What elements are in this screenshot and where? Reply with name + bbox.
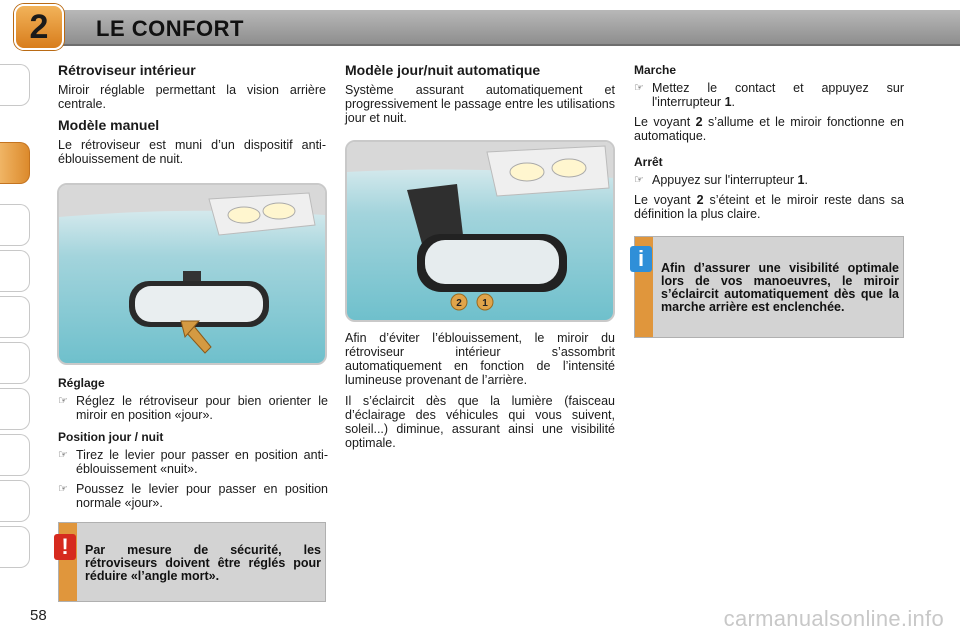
off-bullet-number: 1	[797, 173, 805, 187]
on-title: Marche	[634, 63, 677, 77]
pull-lever-text: Tirez le levier pour passer en position anti-éblouissement «nuit».	[76, 448, 328, 476]
position-bullet-pull	[58, 448, 328, 476]
chapter-tab-6[interactable]	[0, 342, 30, 384]
off-bullet-text-part: Appuyez sur l'interrupteur	[652, 173, 795, 187]
callout-1-label: 1	[482, 298, 488, 309]
hand-pointer-icon: ☞	[634, 82, 644, 94]
on-text	[634, 115, 904, 143]
on-bullet-text-part: Mettez le contact et appuyez sur l'interrupteur	[652, 81, 904, 109]
manual-mirror-illustration	[59, 185, 325, 363]
section-title-interior-mirror: Rétroviseur intérieur	[58, 62, 196, 78]
chapter-badge: 2	[14, 4, 64, 50]
auto-para-1: Afin d’éviter l’éblouissement, le miroir du rétroviseur intérieur s’assombrit automatiquement en fonction de l’intensité lumineuse provenant de l’arrière.	[345, 331, 615, 387]
auto-para-2: Il s’éclaircit dès que la lumière (faisceau d’éclairage des véhicules qui vous suivent, soleil...) diminue, assurant ainsi une visibilité optimale.	[345, 394, 615, 450]
position-bullet-push	[58, 482, 328, 510]
manual-mirror-photo	[57, 183, 327, 365]
chapter-tab-9[interactable]	[0, 480, 30, 522]
adjust-bullet	[58, 394, 328, 422]
chapter-tab-5[interactable]	[0, 296, 30, 338]
watermark: carmanualsonline.info	[723, 606, 944, 631]
warning-icon: !	[54, 534, 76, 560]
off-bullet	[634, 173, 904, 187]
column-left-lower	[58, 376, 328, 516]
intro-text: Miroir réglable permettant la vision arrière centrale.	[58, 83, 326, 111]
info-icon: i	[630, 246, 652, 272]
on-text-a: Le voyant	[634, 115, 691, 129]
auto-intro: Système assurant automatiquement et progressivement le passage entre les utilisations jour et nuit.	[345, 83, 615, 125]
column-right	[634, 63, 904, 228]
position-title: Position jour / nuit	[58, 430, 164, 444]
column-middle	[345, 63, 615, 132]
push-lever-text: Poussez le levier pour passer en position normale «jour».	[76, 482, 328, 510]
chapter-tab-10[interactable]	[0, 526, 30, 568]
info-text: Afin d’assurer une visibilité optimale lors de vos manoeuvres, le miroir s’éclaircit automatiquement dès que la marche arrière est enclenchée.	[661, 261, 899, 314]
on-bullet-number: 1	[724, 95, 732, 109]
section-title-auto: Modèle jour/nuit automatique	[345, 62, 541, 78]
info-box	[634, 236, 904, 338]
off-text-a: Le voyant	[634, 193, 691, 207]
off-text-b: s’éteint et le miroir reste dans sa définition la plus claire.	[634, 193, 904, 221]
off-title: Arrêt	[634, 155, 663, 169]
on-text-b: s’allume et le miroir fonctionne en automatique.	[634, 115, 904, 143]
section-title-manual: Modèle manuel	[58, 117, 160, 133]
auto-mirror-photo	[345, 140, 615, 322]
off-text	[634, 193, 904, 221]
column-middle-lower	[345, 331, 615, 457]
auto-mirror-illustration	[347, 142, 613, 320]
chapter-tab-7[interactable]	[0, 388, 30, 430]
chapter-tab-1[interactable]	[0, 64, 30, 106]
warning-text: Par mesure de sécurité, les rétroviseurs doivent être réglés pour réduire «l’angle mort».	[85, 543, 321, 583]
adjust-text: Réglez le rétroviseur pour bien orienter le miroir en position «jour».	[76, 394, 328, 422]
on-bullet	[634, 81, 904, 109]
chapter-tab-2-active[interactable]	[0, 142, 30, 184]
on-text-number: 2	[695, 115, 703, 129]
page-number: 58	[30, 607, 47, 624]
hand-pointer-icon: ☞	[58, 395, 68, 407]
chapter-tabs	[0, 64, 34, 574]
column-left	[58, 63, 326, 173]
off-bullet-text: Appuyez sur l'interrupteur 1.	[652, 173, 808, 187]
adjust-title: Réglage	[58, 376, 105, 390]
hand-pointer-icon: ☞	[58, 483, 68, 495]
on-bullet-text: Mettez le contact et appuyez sur l'interrupteur 1.	[652, 81, 904, 109]
warning-box	[58, 522, 326, 602]
header	[0, 0, 960, 52]
chapter-tab-8[interactable]	[0, 434, 30, 476]
callout-2-label: 2	[456, 298, 462, 309]
chapter-tab-3[interactable]	[0, 204, 30, 246]
off-text-number: 2	[696, 193, 704, 207]
manual-text: Le rétroviseur est muni d’un dispositif anti-éblouissement de nuit.	[58, 138, 326, 166]
hand-pointer-icon: ☞	[58, 449, 68, 461]
chapter-tab-4[interactable]	[0, 250, 30, 292]
page-title: LE CONFORT	[96, 16, 244, 41]
hand-pointer-icon: ☞	[634, 174, 644, 186]
